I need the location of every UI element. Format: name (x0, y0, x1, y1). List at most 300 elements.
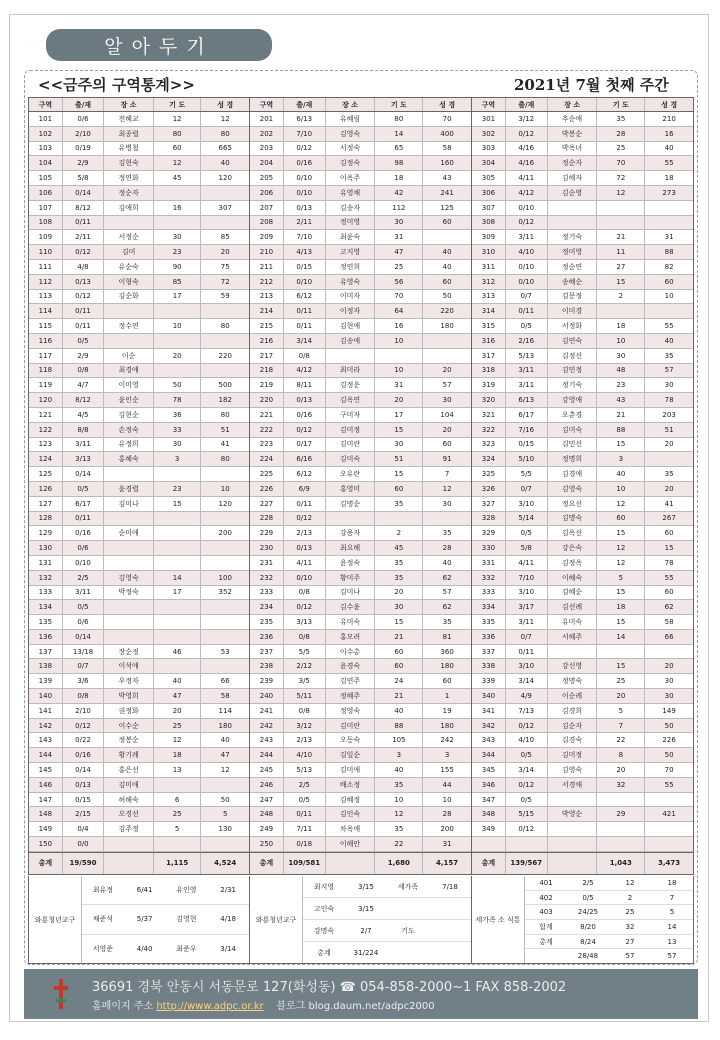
blog-link[interactable]: 블로그 blog.daum.net/adpc2000 (276, 1001, 435, 1012)
cell: 박영순 (548, 807, 598, 821)
cell: 40 (154, 674, 202, 688)
cell: 60 (664, 277, 674, 286)
family-news-summary (472, 876, 694, 964)
table-row (250, 334, 471, 349)
cell: 20 (375, 393, 423, 407)
summary-body (303, 876, 471, 963)
cell: 120 (218, 174, 232, 183)
cell: 226 (662, 736, 676, 745)
cell: 21 (375, 689, 423, 703)
cell: 59 (220, 292, 230, 301)
cell: 220 (218, 351, 232, 360)
cell: 0/10 (284, 275, 326, 289)
cell: 추순애 (548, 112, 598, 126)
cell: 75 (220, 262, 230, 271)
cell: 309 (472, 230, 506, 244)
cell: 0/5 (63, 482, 105, 496)
cell: 0/15 (284, 260, 326, 274)
cell: 0/11 (63, 216, 105, 230)
cell: 121 (29, 408, 63, 422)
cell: 정요선 (548, 497, 598, 511)
cell: 78 (154, 393, 202, 407)
cell: 윤인순 (104, 393, 154, 407)
district-100-table (28, 97, 250, 875)
cell: 182 (218, 396, 232, 405)
cell: 131 (29, 556, 63, 570)
cell: 60 (442, 677, 452, 686)
summary-row (525, 891, 693, 906)
cell: 235 (250, 615, 284, 629)
table-row (250, 556, 471, 571)
cell (154, 467, 202, 481)
cell (548, 216, 598, 230)
cell: 0/12 (284, 600, 326, 614)
cell: 217 (250, 349, 284, 363)
cell: 109 (29, 230, 63, 244)
cell: 21 (597, 408, 645, 422)
cell: 30 (442, 396, 452, 405)
cell (597, 793, 645, 807)
cell: 12 (220, 114, 230, 123)
cell: 15 (597, 526, 645, 540)
cell: 성 경 (661, 100, 678, 109)
cell: 17 (375, 408, 423, 422)
cell: 302 (472, 127, 506, 141)
cell: 203 (250, 142, 284, 156)
cell: 15 (597, 615, 645, 629)
table-row (250, 733, 471, 748)
table-row (250, 482, 471, 497)
table-row (250, 674, 471, 689)
cell: 209 (250, 230, 284, 244)
cell: 정연화 (104, 171, 154, 185)
table-header (472, 98, 693, 112)
table-row (29, 230, 249, 245)
cell: 유혜림 (326, 112, 376, 126)
cell: 18 (664, 174, 674, 183)
cell: 0/4 (63, 822, 105, 836)
cell: 105 (375, 733, 423, 747)
summary-cell: 채준석 (92, 915, 114, 924)
cell: 148 (29, 807, 63, 821)
table-row (29, 245, 249, 260)
cell: 109/581 (284, 853, 326, 874)
cell: 0/12 (506, 719, 548, 733)
table-row (250, 793, 471, 808)
cell: 7/10 (284, 127, 326, 141)
summary-cell: 25 (625, 908, 635, 917)
cell: 20 (664, 484, 674, 493)
table-row (472, 719, 693, 734)
cell: 4/10 (284, 748, 326, 762)
summary-cell: 7 (669, 893, 675, 902)
cell: 김미애 (326, 763, 376, 777)
cell: 111 (29, 260, 63, 274)
cell: 최경애 (104, 364, 154, 378)
cell: 18 (597, 600, 645, 614)
cell: 0/11 (506, 645, 548, 659)
cell: 239 (250, 674, 284, 688)
cell (201, 630, 249, 644)
cell: 4/11 (506, 556, 548, 570)
cell: 5 (597, 704, 645, 718)
cell: 1,115 (154, 853, 202, 874)
cell (104, 837, 154, 851)
cell: 14 (154, 571, 202, 585)
cell: 0/12 (506, 822, 548, 836)
cell: 65 (375, 142, 423, 156)
cell: 0/14 (63, 763, 105, 777)
cell: 60 (375, 482, 423, 496)
summary-cell: 2/31 (220, 886, 236, 895)
cell: 0/12 (506, 778, 548, 792)
table-row (250, 467, 471, 482)
cell: 김영숙 (548, 763, 598, 777)
cell: 23 (154, 245, 202, 259)
table-row (472, 526, 693, 541)
cell: 202 (250, 127, 284, 141)
cell: 42 (375, 186, 423, 200)
cell: 0/6 (63, 615, 105, 629)
cell: 3/13 (63, 452, 105, 466)
cell: 0/5 (506, 319, 548, 333)
summary-row (525, 949, 693, 963)
table-row (29, 319, 249, 334)
cell: 11 (597, 245, 645, 259)
cell: 최종렬 (104, 127, 154, 141)
table-row (29, 571, 249, 586)
cell: 180 (440, 662, 454, 671)
cell: 구역 (250, 98, 284, 111)
table-row (472, 393, 693, 408)
cell: 72 (220, 277, 230, 286)
cell: 325 (472, 467, 506, 481)
cell: 25 (154, 719, 202, 733)
table-row (250, 586, 471, 601)
cell: 7/10 (506, 571, 548, 585)
cell: 김민선 (548, 438, 598, 452)
cell: 213 (250, 290, 284, 304)
cell: 1,043 (597, 853, 645, 874)
cell: 40 (220, 736, 230, 745)
cell (154, 630, 202, 644)
cell: 0/10 (284, 571, 326, 585)
table-row (472, 438, 693, 453)
cell: 5/5 (284, 645, 326, 659)
cell: 30 (664, 677, 674, 686)
cell: 김미애 (104, 778, 154, 792)
cell: 40 (597, 467, 645, 481)
cell (154, 837, 202, 851)
summary-cell: 31/224 (353, 948, 379, 957)
table-row (472, 290, 693, 305)
summary-cell: 18 (667, 878, 677, 887)
cell: 85 (154, 275, 202, 289)
cell (104, 615, 154, 629)
cell: 정미영 (326, 216, 376, 230)
table-row (472, 378, 693, 393)
cell: 13/18 (63, 645, 105, 659)
cell: 58 (442, 144, 452, 153)
table-row (29, 408, 249, 423)
cell: 장 소 (326, 98, 376, 111)
cell: 김옥연 (326, 393, 376, 407)
cell: 6/13 (284, 112, 326, 126)
cell: 이순례 (548, 689, 598, 703)
cell: 60 (442, 277, 452, 286)
cell: 112 (375, 201, 423, 215)
cell: 311 (472, 260, 506, 274)
cell: 2 (597, 290, 645, 304)
cell (104, 334, 154, 348)
cell: 200 (440, 825, 454, 834)
cell (375, 512, 423, 526)
cell (154, 600, 202, 614)
cell: 0/22 (63, 733, 105, 747)
cell: 이미경 (548, 304, 598, 318)
cell: 64 (375, 304, 423, 318)
cell: 5/10 (506, 452, 548, 466)
cell: 322 (472, 423, 506, 437)
cell: 139 (29, 674, 63, 688)
cell: 35 (375, 556, 423, 570)
table-row (250, 319, 471, 334)
cell: 15 (597, 659, 645, 673)
cell: 15 (375, 615, 423, 629)
cell: 35 (375, 497, 423, 511)
cell: 7/11 (284, 822, 326, 836)
cell: 허해숙 (104, 793, 154, 807)
cell: 82 (664, 262, 674, 271)
cell: 17 (154, 290, 202, 304)
table-row (472, 230, 693, 245)
table-row (472, 452, 693, 467)
cell: 133 (29, 586, 63, 600)
cell: 0/13 (63, 778, 105, 792)
cell: 손정숙 (104, 423, 154, 437)
cell: 8/8 (63, 423, 105, 437)
cell: 구미자 (326, 408, 376, 422)
cell: 40 (664, 144, 674, 153)
week-label: 2021년 7월 첫째 주간 (514, 76, 669, 94)
table-row (472, 778, 693, 793)
cell: 60 (375, 659, 423, 673)
cell (104, 853, 154, 874)
summary-row (82, 905, 249, 934)
cell: 3/5 (284, 674, 326, 688)
cell (423, 349, 471, 363)
table-row (29, 334, 249, 349)
table-row (472, 512, 693, 527)
cell (154, 659, 202, 673)
cell: 김현애 (326, 319, 376, 333)
cell: 12 (442, 484, 452, 493)
cell (104, 467, 154, 481)
district-300-table (472, 97, 694, 875)
cell (423, 230, 471, 244)
cell: 48 (597, 364, 645, 378)
cell: 352 (218, 588, 232, 597)
cell: 323 (472, 438, 506, 452)
table-row (29, 423, 249, 438)
cell: 301 (472, 112, 506, 126)
cell: 0/5 (284, 793, 326, 807)
cell: 김옥선 (548, 526, 598, 540)
table-row (29, 674, 249, 689)
cell: 127 (29, 497, 63, 511)
cell: 3/11 (506, 378, 548, 392)
table-row (250, 541, 471, 556)
cell: 117 (29, 349, 63, 363)
cell: 345 (472, 763, 506, 777)
cell: 41 (664, 499, 674, 508)
cell: 20 (597, 689, 645, 703)
table-row (29, 659, 249, 674)
cell: 3/12 (284, 719, 326, 733)
summary-cell: 5/37 (136, 915, 153, 924)
stats-grid (28, 97, 694, 875)
cell: 15 (375, 467, 423, 481)
cell: 8 (597, 748, 645, 762)
cell: 12 (597, 541, 645, 555)
cell: 출/재 (63, 98, 105, 111)
cell: 30 (154, 438, 202, 452)
table-row (250, 719, 471, 734)
cell: 0/11 (63, 319, 105, 333)
cell: 0/8 (63, 364, 105, 378)
cell: 12 (597, 556, 645, 570)
cell (597, 837, 645, 851)
cell: 55 (664, 573, 674, 582)
cell (645, 452, 693, 466)
table-row (250, 245, 471, 260)
cell: 333 (472, 586, 506, 600)
table-row (250, 275, 471, 290)
table-row (472, 156, 693, 171)
cell: 267 (662, 514, 676, 523)
cell: 최미라 (326, 364, 376, 378)
cell: 4/10 (506, 245, 548, 259)
cell: 180 (440, 322, 454, 331)
cell: 421 (662, 810, 676, 819)
cell: 330 (472, 541, 506, 555)
summary-cell: 5 (669, 908, 675, 917)
cell: 0/11 (63, 304, 105, 318)
cell: 0/14 (63, 630, 105, 644)
cell: 0/12 (506, 127, 548, 141)
cell: 130 (218, 825, 232, 834)
cell: 316 (472, 334, 506, 348)
cell: 245 (250, 763, 284, 777)
cell: 0/7 (63, 659, 105, 673)
cell: 237 (250, 645, 284, 659)
table-row (250, 186, 471, 201)
cell: 성 경 (217, 100, 234, 109)
cell (104, 304, 154, 318)
table-row (472, 600, 693, 615)
cell: 45 (154, 171, 202, 185)
summary-row (303, 876, 471, 898)
cell: 김미 (104, 245, 154, 259)
cell: 234 (250, 600, 284, 614)
cell: 이해안 (326, 837, 376, 851)
summary-cell: 14 (667, 922, 677, 931)
table-row (29, 630, 249, 645)
cell: 135 (29, 615, 63, 629)
cell: 유미숙 (326, 615, 376, 629)
table-row (250, 571, 471, 586)
cell: 0/10 (284, 171, 326, 185)
table-row (472, 822, 693, 837)
cell: 241 (250, 704, 284, 718)
cell: 104 (29, 156, 63, 170)
table-header (250, 98, 471, 112)
table-row (29, 763, 249, 778)
cell: 50 (664, 751, 674, 760)
table-row (29, 719, 249, 734)
cell: 665 (218, 144, 232, 153)
cell: 41 (220, 440, 230, 449)
cell: 7 (597, 719, 645, 733)
table-row (472, 408, 693, 423)
cell: 36 (154, 408, 202, 422)
cell: 황미주 (326, 571, 376, 585)
cell: 김민정 (548, 364, 598, 378)
cell: 80 (220, 455, 230, 464)
cell: 8/11 (284, 378, 326, 392)
cell: 3 (444, 751, 450, 760)
cell: 4/16 (506, 142, 548, 156)
cell: 3,473 (658, 859, 681, 868)
cell: 137 (29, 645, 63, 659)
cell: 최요해 (326, 541, 376, 555)
table-row (250, 689, 471, 704)
summary-row (303, 942, 471, 963)
cell: 58 (664, 617, 674, 626)
cell: 72 (597, 171, 645, 185)
cell: 김정숙 (326, 156, 376, 170)
cell: 210 (250, 245, 284, 259)
cell: 60 (664, 588, 674, 597)
cell: 0/12 (284, 512, 326, 526)
cell: 143 (29, 733, 63, 747)
homepage-label: 홈페이지 주소 (92, 1001, 154, 1012)
cell: 30 (597, 349, 645, 363)
summary-cell: 57 (667, 952, 677, 961)
cell: 20 (664, 662, 674, 671)
cell: 김경애 (548, 467, 598, 481)
table-row (472, 793, 693, 808)
cell: 35 (664, 351, 674, 360)
cell: 85 (220, 233, 230, 242)
cell: 332 (472, 571, 506, 585)
summary-label: 와룡청년교구 (250, 876, 303, 963)
cell: 정혜주 (326, 689, 376, 703)
cell: 43 (597, 393, 645, 407)
cell: 108 (29, 216, 63, 230)
cell: 60 (375, 645, 423, 659)
cell: 244 (250, 748, 284, 762)
cell: 24 (375, 674, 423, 688)
cell: 50 (220, 795, 230, 804)
homepage-link[interactable]: http://www.adpc.or.kr (156, 1001, 264, 1012)
cell: 김경희 (548, 704, 598, 718)
cell: 19 (442, 706, 452, 715)
cell (548, 853, 598, 874)
cell: 12 (154, 112, 202, 126)
cell: 335 (472, 615, 506, 629)
cell: 0/13 (284, 541, 326, 555)
